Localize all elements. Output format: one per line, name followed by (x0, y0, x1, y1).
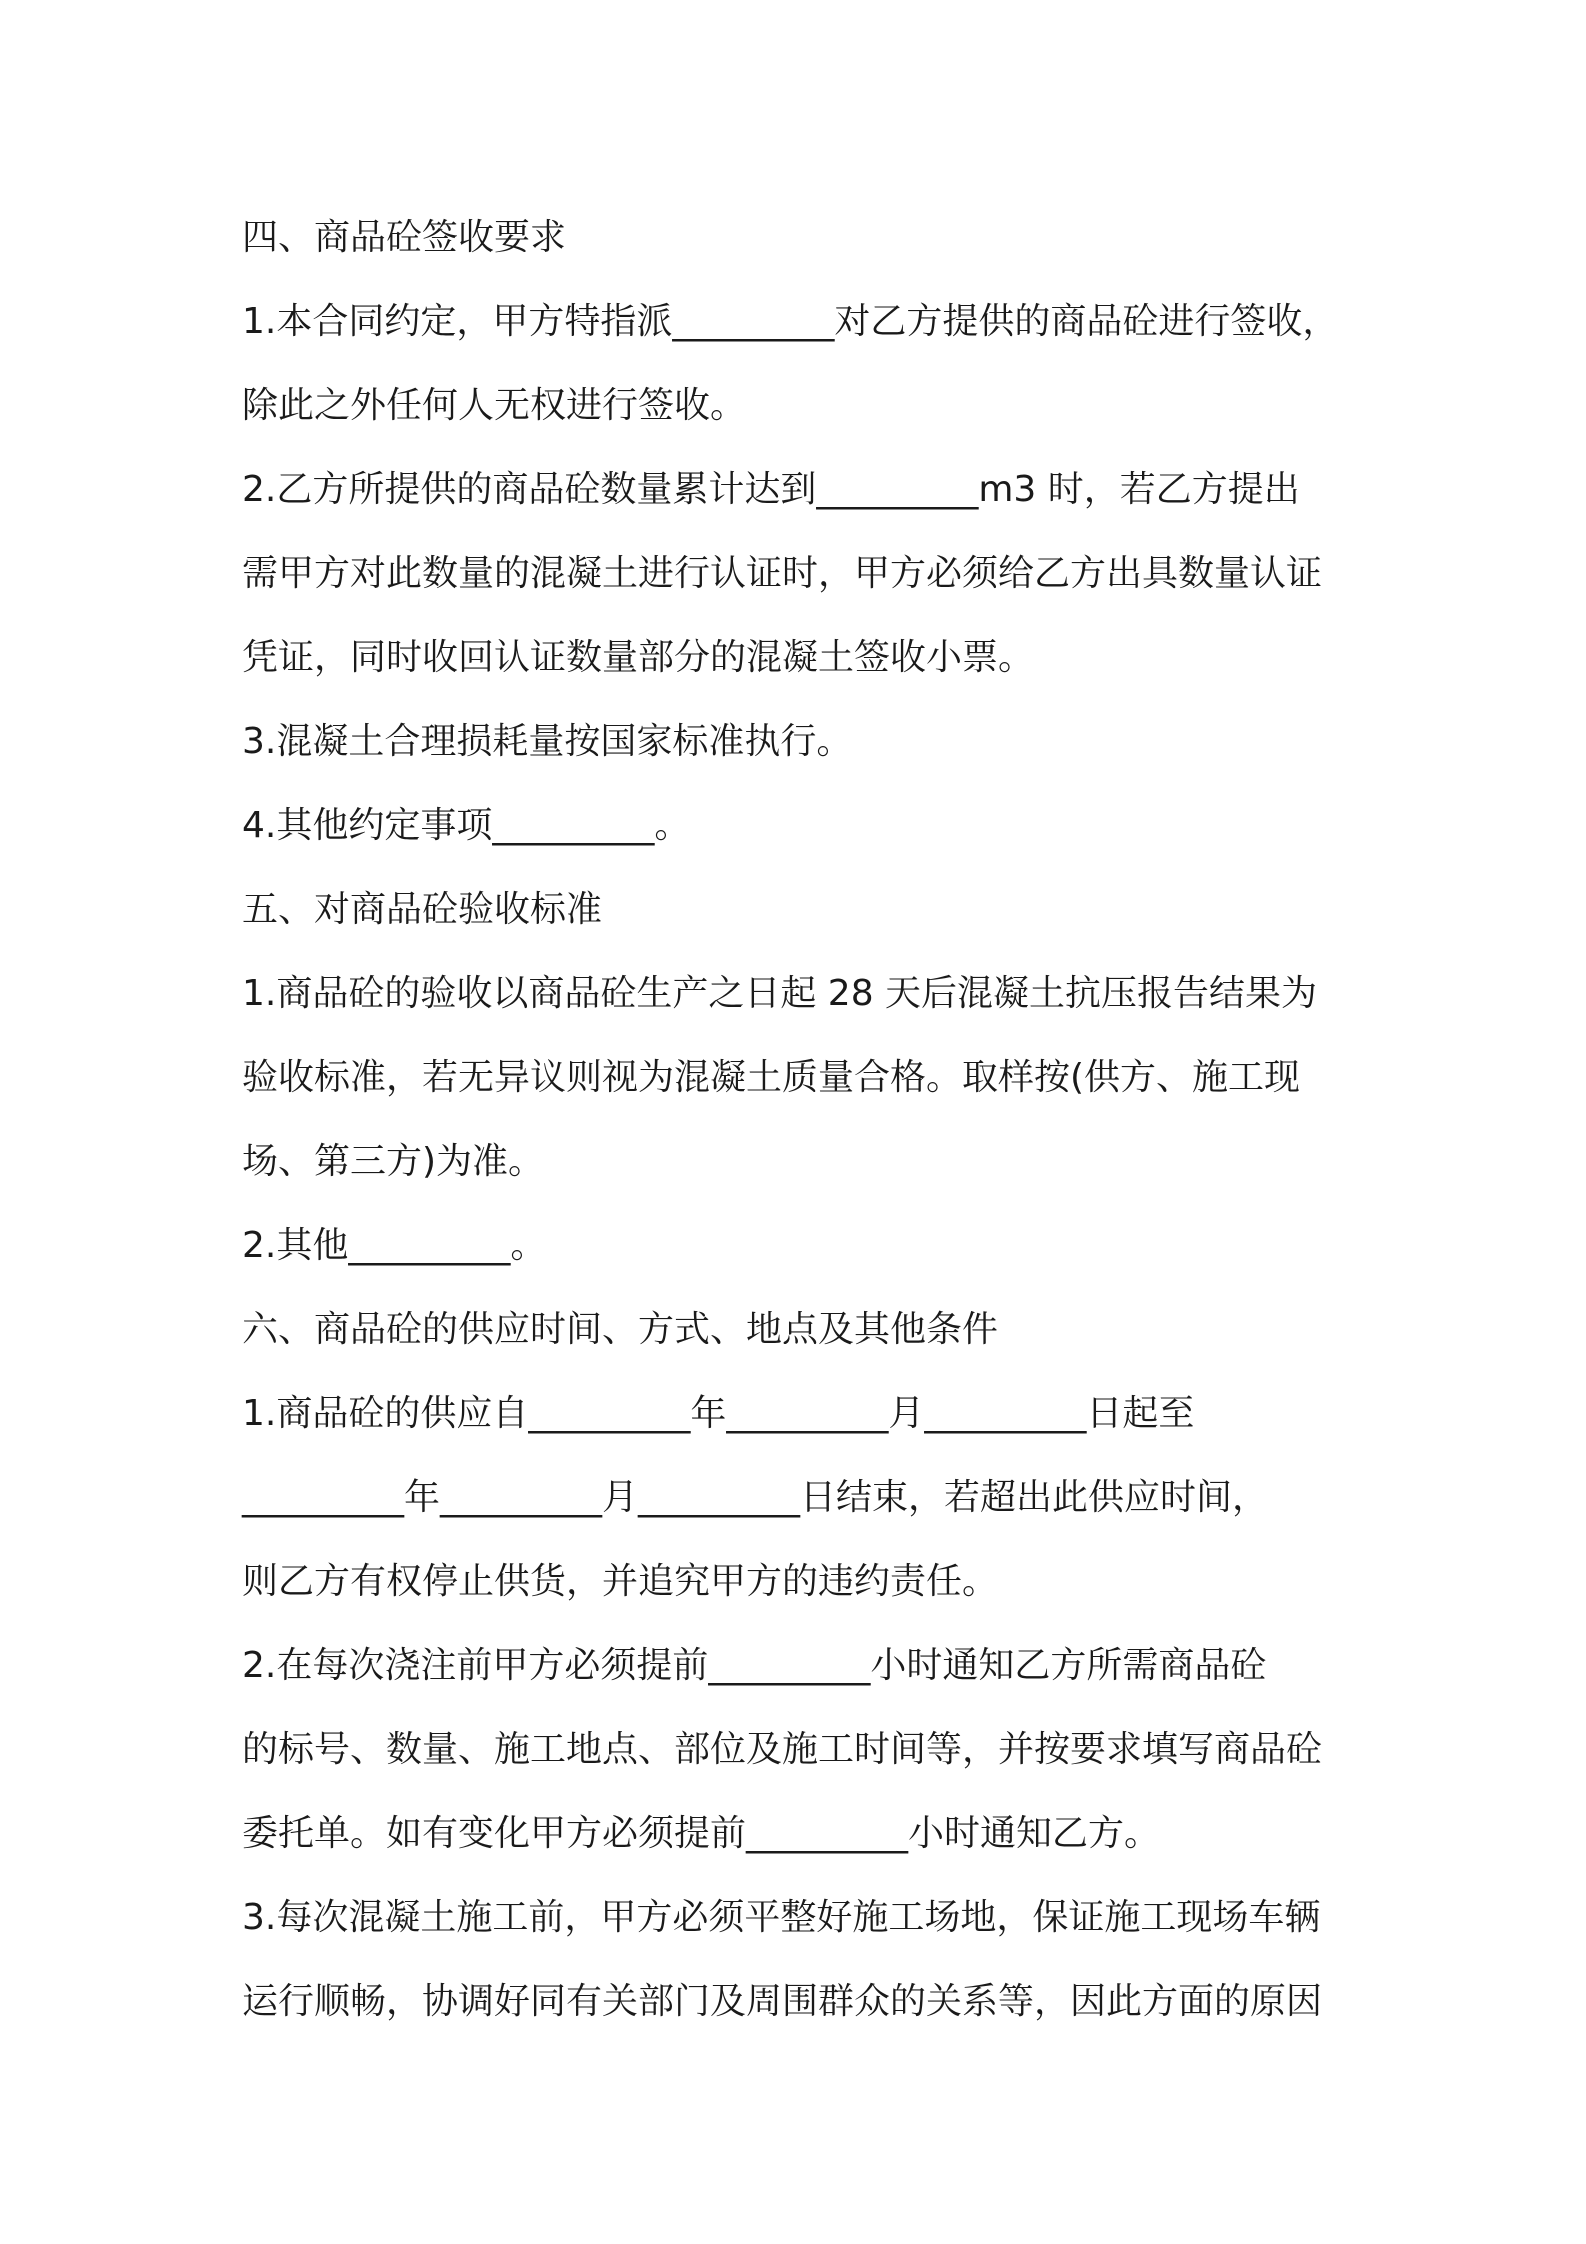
paragraph-line: _________年_________月_________日结束，若超出此供应时间， (242, 1477, 1269, 1518)
document-body (242, 196, 1382, 2044)
paragraph-line: 场、第三方)为准。 (242, 1141, 545, 1182)
paragraph-line: 验收标准，若无异议则视为混凝土质量合格。取样按(供方、施工现 (242, 1057, 1301, 1098)
paragraph-line: 运行顺畅，协调好同有关部门及周围群众的关系等，因此方面的原因 (242, 1981, 1323, 2022)
paragraph-line: 2.在每次浇注前甲方必须提前_________小时通知乙方所需商品砼 (242, 1645, 1267, 1686)
paragraph-line: 2.乙方所提供的商品砼数量累计达到_________m3 时，若乙方提出 (242, 469, 1300, 510)
paragraph-line: 则乙方有权停止供货，并追究甲方的违约责任。 (242, 1561, 999, 1602)
paragraph-line: 1.商品砼的供应自_________年_________月_________日起至 (242, 1393, 1195, 1434)
section-heading: 五、对商品砼验收标准 (242, 889, 603, 930)
paragraph-line: 1.商品砼的验收以商品砼生产之日起 28 天后混凝土抗压报告结果为 (242, 973, 1318, 1014)
paragraph-line: 2.其他_________。 (242, 1225, 547, 1266)
paragraph-line: 3.混凝土合理损耗量按国家标准执行。 (242, 721, 853, 762)
paragraph-line: 除此之外任何人无权进行签收。 (242, 385, 747, 426)
paragraph-line: 1.本合同约定，甲方特指派_________对乙方提供的商品砼进行签收， (242, 301, 1339, 342)
paragraph-line: 委托单。如有变化甲方必须提前_________小时通知乙方。 (242, 1813, 1161, 1854)
section-heading: 四、商品砼签收要求 (242, 217, 567, 258)
paragraph-line: 4.其他约定事项_________。 (242, 805, 691, 846)
paragraph-line: 的标号、数量、施工地点、部位及施工时间等，并按要求填写商品砼 (242, 1729, 1323, 1770)
section-heading: 六、商品砼的供应时间、方式、地点及其他条件 (242, 1309, 999, 1350)
paragraph-line: 需甲方对此数量的混凝土进行认证时，甲方必须给乙方出具数量认证 (242, 553, 1323, 594)
paragraph-line: 3.每次混凝土施工前，甲方必须平整好施工场地，保证施工现场车辆 (242, 1897, 1321, 1938)
paragraph-line: 凭证，同时收回认证数量部分的混凝土签收小票。 (242, 637, 1035, 678)
